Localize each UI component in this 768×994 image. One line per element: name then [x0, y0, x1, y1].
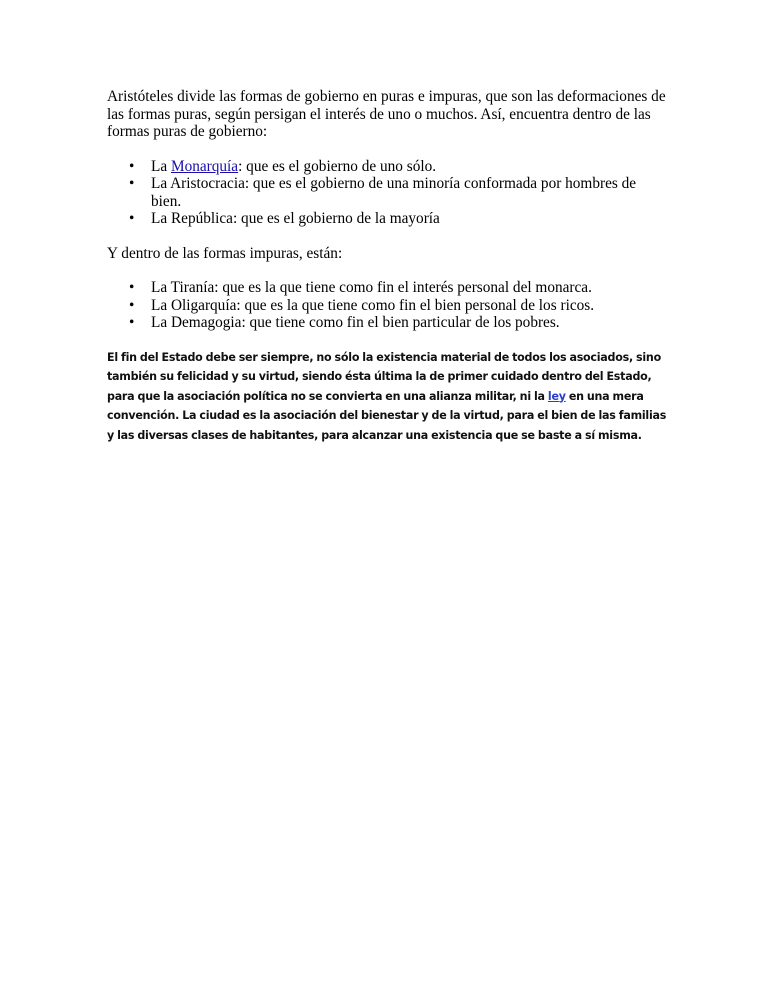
intro-paragraph: Aristóteles divide las formas de gobierno en puras e impuras, que son las deformaciones de las formas puras, según persigan el interés de uno o muchos. Así, encuentra dentro de las formas puras de gobierno:	[107, 88, 666, 140]
list-item-suffix: : que es el gobierno de uno sólo.	[238, 157, 437, 175]
ley-link[interactable]: ley	[547, 389, 566, 403]
list-item-republica: • La República: que es el gobierno de la mayoría	[151, 210, 667, 228]
formas-puras-list	[107, 158, 667, 228]
list-item-aristocracia: • La Aristocracia: que es el gobierno de una minoría conformada por hombres de bien.	[151, 175, 667, 210]
fin-del-estado-paragraph	[107, 348, 667, 446]
list-item-oligarquia: • La Oligarquía: que es la que tiene como fin el bien personal de los ricos.	[151, 297, 667, 315]
formas-impuras-list	[107, 279, 667, 332]
list-item-prefix: La	[151, 157, 171, 175]
impuras-intro-paragraph: Y dentro de las formas impuras, están:	[107, 244, 343, 262]
fin-text-before: El fin del Estado debe ser siempre, no sólo la existencia material de todos los asociados, sino también su felicidad y su virtud, siendo ésta última la de primer cuidado dentro del Estado, para que la asociación política no se convierta en una alianza militar, ni la	[107, 350, 661, 403]
document-page	[107, 88, 667, 445]
list-item-demagogia: • La Demagogia: que tiene como fin el bien particular de los pobres.	[151, 314, 667, 332]
monarquia-link[interactable]: Monarquía	[170, 157, 239, 175]
list-item-monarquia	[151, 158, 667, 176]
list-item-tirania: • La Tiranía: que es la que tiene como fin el interés personal del monarca.	[151, 279, 667, 297]
fin-text-after: en una mera convención. La ciudad es la asociación del bienestar y de la virtud, para el bien de las familias y las diversas clases de habitantes, para alcanzar una existencia que se baste a sí misma.	[107, 389, 667, 442]
